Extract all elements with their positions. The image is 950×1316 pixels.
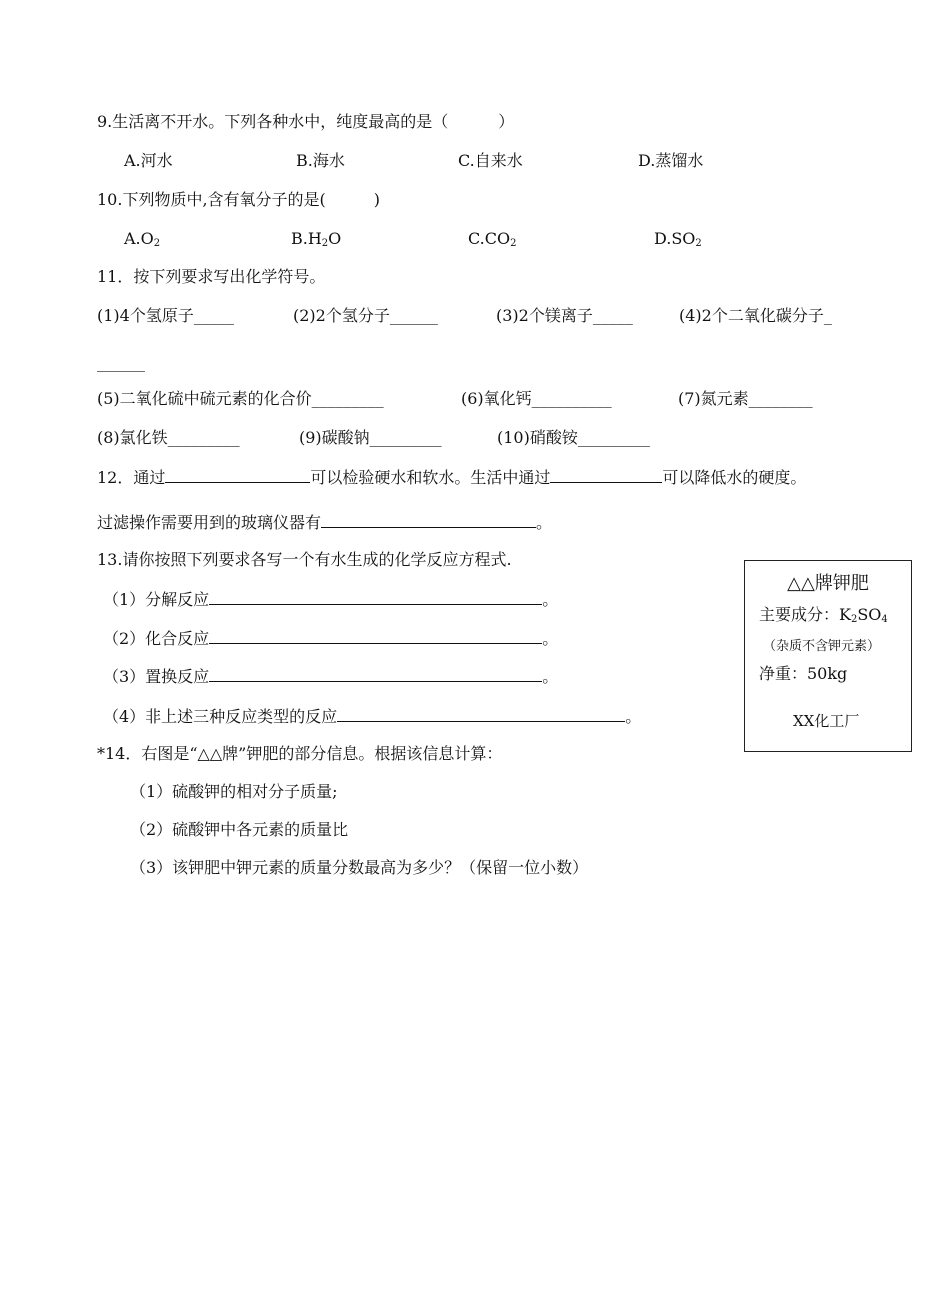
q10-option-a: $A.O_2$ [124,229,161,249]
q10-option-c: $C.CO_2$ [468,229,517,249]
q11-item-6: (6)氧化钙__________ [461,389,612,408]
q13-blank-3[interactable] [209,666,542,682]
q11-item-1: (1)4个氢原子_____ [97,306,234,325]
q11-item-4: (4)2个二氧化碳分子_ [679,306,832,325]
q11-item-9: (9)碳酸钠_________ [299,428,442,447]
q10-option-d: $D.SO_2$ [654,229,702,249]
q11-stem: 11．按下列要求写出化学符号。 [97,267,326,286]
q9-option-b: B.海水 [296,151,345,170]
q11-item-8: (8)氯化铁_________ [97,428,240,447]
q10-stem: 10.下列物质中,含有氧分子的是( ) [97,190,381,209]
q14-item-3: （3）该钾肥中钾元素的质量分数最高为多少？（保留一位小数） [130,858,589,877]
fertilizer-impurity-note: （杂质不含钾元素） [763,639,881,654]
q14-item-2: （2）硫酸钾中各元素的质量比 [130,820,349,839]
q12-blank-2[interactable] [550,467,662,483]
q13-item-3: （3）置换反应 。 [103,667,559,686]
q9-option-a: A.河水 [124,151,173,170]
fertilizer-label-box [744,560,912,752]
q11-item-3: (3)2个镁离子_____ [496,306,633,325]
q13-stem: 13.请你按照下列要求各写一个有水生成的化学反应方程式. [97,550,512,569]
q11-item-10: (10)硝酸铵_________ [497,428,650,447]
fertilizer-label-title: △△牌钾肥 [787,573,869,594]
q14-item-1: （1）硫酸钾的相对分子质量; [130,782,338,801]
q13-blank-1[interactable] [209,589,542,605]
q13-item-2: （2）化合反应 。 [103,629,559,648]
q13-blank-2[interactable] [209,628,542,644]
q11-item-7: (7)氮元素________ [678,389,813,408]
q13-blank-4[interactable] [337,706,625,722]
q13-item-4: （4）非上述三种反应类型的反应 。 [103,707,642,726]
q9-stem: 9.生活离不开水。下列各种水中，纯度最高的是（ ） [97,112,515,131]
q13-item-1: （1）分解反应 。 [103,590,559,609]
q11-item-2: (2)2个氢分子______ [293,306,438,325]
q14-stem: *14．右图是“△△牌”钾肥的部分信息。根据该信息计算： [97,744,503,763]
q12-line-2: 过滤操作需要用到的玻璃仪器有 。 [97,513,553,532]
q9-option-d: D.蒸馏水 [638,151,704,170]
q9-option-c: C.自来水 [458,151,523,170]
fertilizer-manufacturer: XX化工厂 [793,712,860,730]
fertilizer-main-component: 主要成分：$K_2SO_4$ [759,605,888,625]
q10-option-b: $B.H_2O$ [291,229,342,249]
q12-blank-1[interactable] [165,467,310,483]
q12-blank-3[interactable] [321,512,536,528]
q11-item-5: (5)二氧化硫中硫元素的化合价_________ [97,389,384,408]
q11-item-4-continuation: ______ [97,353,145,372]
q12-line-1: 12．通过 可以检验硬水和软水。生活中通过 可以降低水的硬度。 [97,468,807,487]
fertilizer-net-weight: 净重：50kg [759,664,848,683]
